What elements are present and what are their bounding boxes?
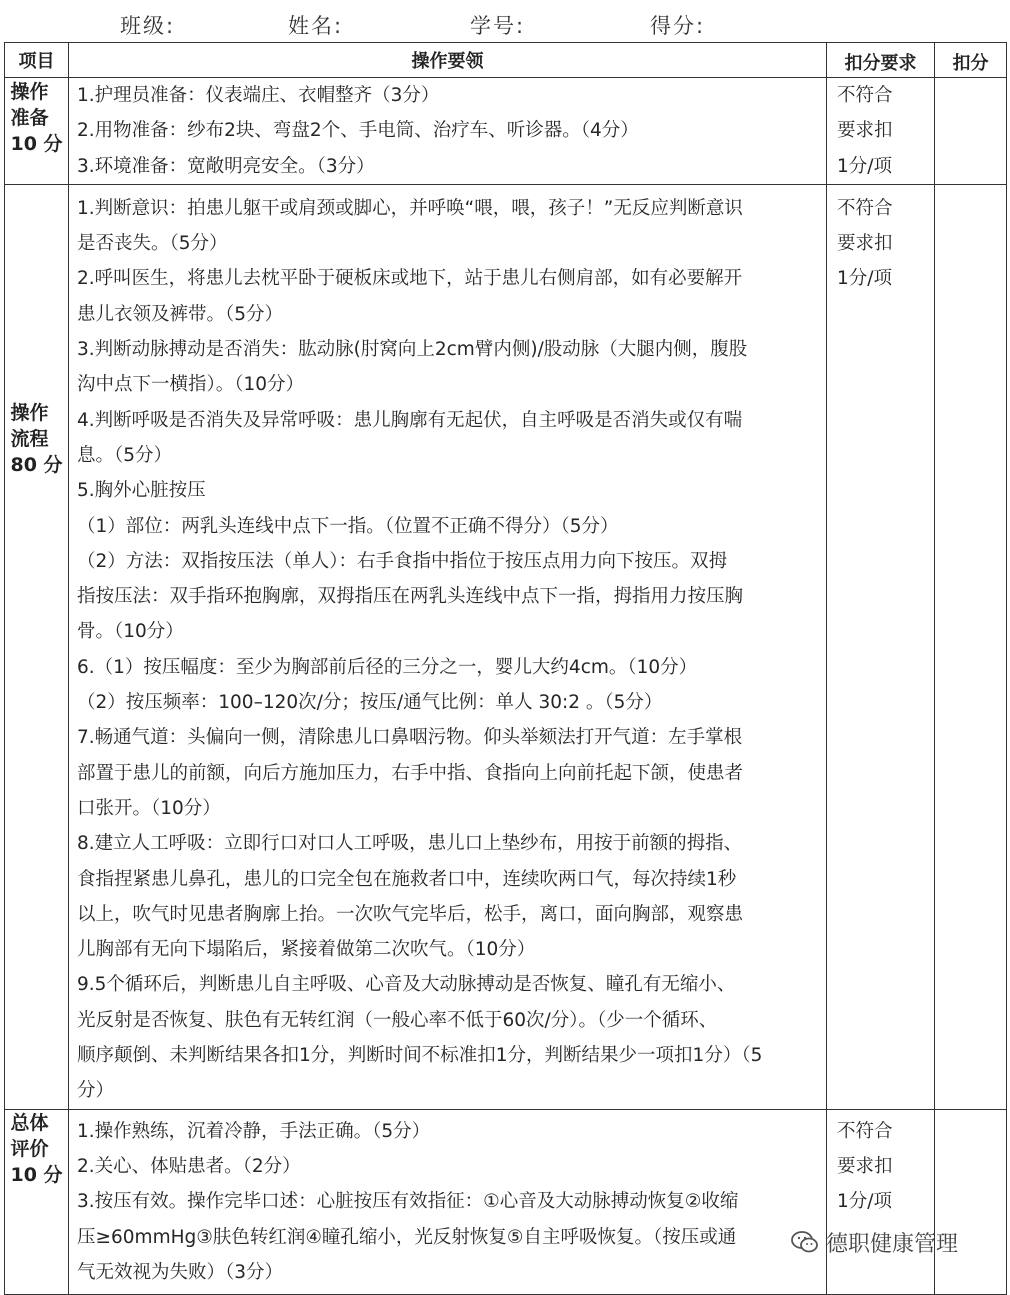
- student-id-label: 学号:: [470, 14, 526, 38]
- name-label: 姓名:: [288, 14, 344, 38]
- table-row: [5, 78, 1007, 185]
- col-header-essentials: 操作要领: [69, 43, 827, 78]
- deduction-cell[interactable]: [935, 184, 1007, 1109]
- essentials-cell: 1.护理员准备：仪表端庄、衣帽整齐（3分） 2.用物准备：纱布2块、弯盘2个、手电筒、治疗车、听诊器。（4分） 3.环境准备：宽敞明亮安全。（3分）: [69, 78, 827, 185]
- wechat-icon: [790, 1229, 820, 1255]
- category-cell: 操作 流程 80 分: [5, 184, 69, 1109]
- table-row: [5, 1109, 1007, 1294]
- deduction-cell[interactable]: [935, 78, 1007, 185]
- category-cell: 操作 准备 10 分: [5, 78, 69, 185]
- table-header-row: [5, 43, 1007, 78]
- table-row: [5, 184, 1007, 1109]
- score-label: 得分:: [650, 14, 706, 38]
- watermark: [790, 1224, 1000, 1260]
- class-label: 班级:: [120, 14, 176, 38]
- deduction-cell[interactable]: [935, 1109, 1007, 1294]
- col-header-item: 项目: [5, 43, 69, 78]
- col-header-deduction-rule: 扣分要求: [827, 43, 935, 78]
- deduction-rule-cell: 不符合 要求扣 1分/项: [827, 1109, 935, 1294]
- scoring-table: [4, 42, 1007, 1295]
- watermark-text: 德职健康管理: [826, 1231, 959, 1257]
- deduction-rule-cell: 不符合 要求扣 1分/项: [827, 184, 935, 1109]
- deduction-rule-cell: 不符合 要求扣 1分/项: [827, 78, 935, 185]
- essentials-cell: 1.判断意识：拍患儿躯干或肩颈或脚心，并呼唤“喂，喂，孩子！”无反应判断意识 是否丧失。（5分） 2.呼叫医生，将患儿去枕平卧于硬板床或地下，站于患儿右侧肩部，如有必要解开 患儿衣领及裤带。（5分） 3.判断动脉搏动是否消失：肱动脉(肘窝向上2cm臂内侧)/股动脉（大腿内侧，腹股 沟中点下一横指）。（10分） 4.判断呼吸是否消失及异常呼吸：患儿胸廓有无起伏，自主呼吸是否消失或仅有喘 息。（5分） 5.胸外心脏按压 （1）部位：两乳头连线中点下一指。（位置不正确不得分）（5分） （2）方法：双指按压法（单人）：右手食指中指位于按压点用力向下按压。双拇 指按压法：双手指环抱胸廓，双拇指压在两乳头连线中点下一指，拇指用力按压胸 骨。（10分） 6.（1）按压幅度：至少为胸部前后径的三分之一，婴儿大约4cm。（10分） （2）按压频率：100–120次/分；按压/通气比例：单人 30:2 。（5分） 7.畅通气道：头偏向一侧，清除患儿口鼻咽污物。仰头举颏法打开气道：左手掌根 部置于患儿的前额，向后方施加压力，右手中指、食指向上向前托起下颌，使患者 口张开。（10分） 8.建立人工呼吸：立即行口对口人工呼吸，患儿口上垫纱布，用按于前额的拇指、 食指捏紧患儿鼻孔，患儿的口完全包在施救者口中，连续吹两口气，每次持续1秒 以上，吹气时见患者胸廓上抬。一次吹气完毕后，松手，离口，面向胸部，观察患 儿胸部有无向下塌陷后，紧接着做第二次吹气。（10分） 9.5个循环后，判断患儿自主呼吸、心音及大动脉搏动是否恢复、瞳孔有无缩小、 光反射是否恢复、肤色有无转红润（一般心率不低于60次/分）。（少一个循环、 顺序颠倒、未判断结果各扣1分，判断时间不标准扣1分，判断结果少一项扣1分）（5 分）: [69, 184, 827, 1109]
- col-header-deduction: 扣分: [935, 43, 1007, 78]
- essentials-cell: 1.操作熟练，沉着冷静，手法正确。（5分） 2.关心、体贴患者。（2分） 3.按压有效。操作完毕口述：心脏按压有效指征：①心音及大动脉搏动恢复②收缩 压≥60mmHg③肤色转红润④瞳孔缩小，光反射恢复⑤自主呼吸恢复。（按压或通 气无效视为失败）（3分）: [69, 1109, 827, 1294]
- form-header: [0, 8, 1010, 42]
- category-cell: 总体 评价 10 分: [5, 1109, 69, 1294]
